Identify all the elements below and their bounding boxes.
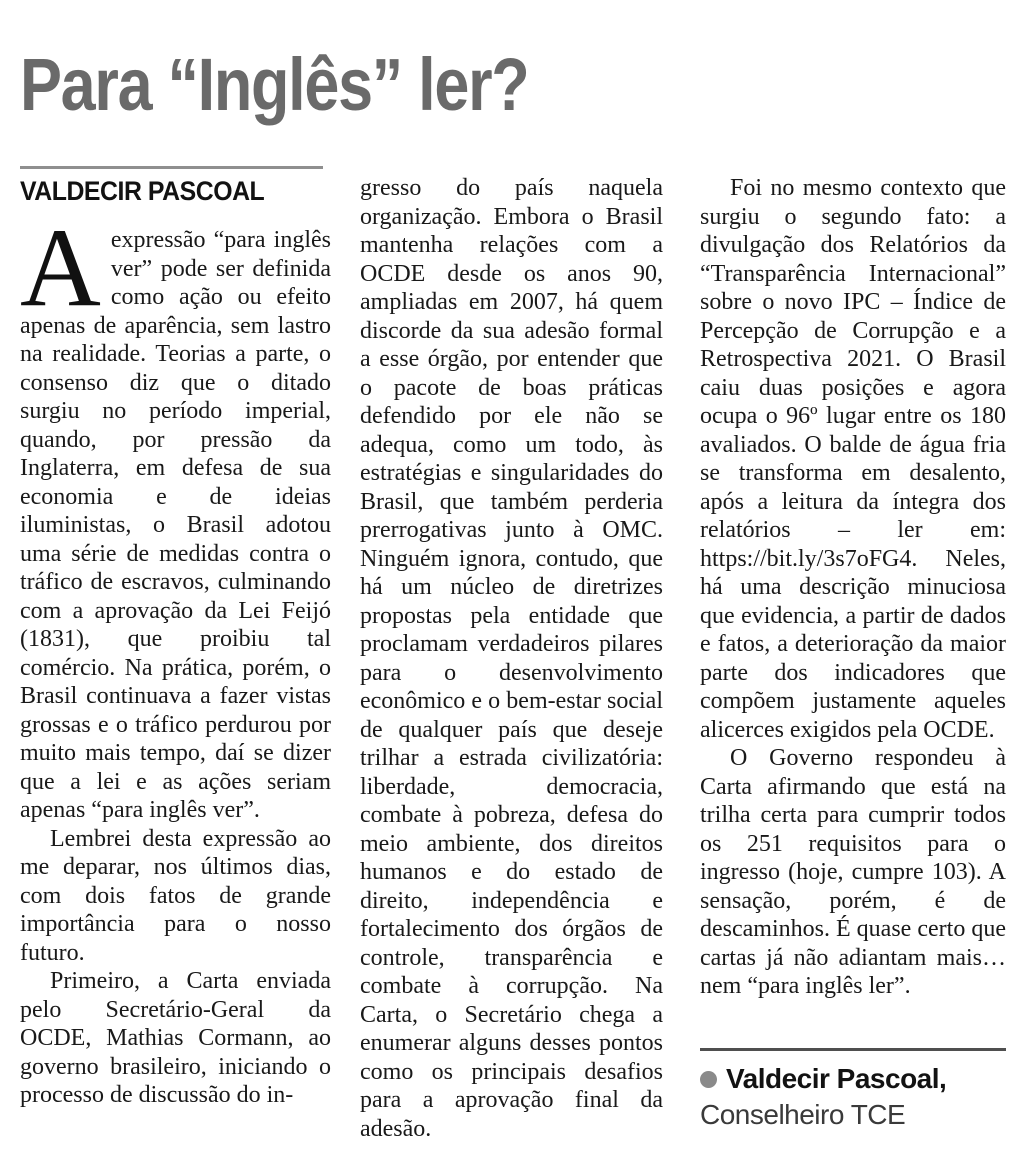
bullet-icon	[700, 1071, 717, 1088]
article-column-2	[360, 174, 663, 1151]
lead-paragraph-text: expressão “para inglês ver” pode ser definida como ação ou efeito apenas de aparência, sem lastro na realidade. Teorias a parte, o consenso diz que o ditado surgiu no período imperial, quando, por pressão da Inglaterra, em defesa de sua economia e de ideias iluministas, o Brasil adotou uma série de medidas contra o tráfico de escravos, culminando com a aprovação da Lei Feijó (1831), que proibiu tal comércio. Na prática, porém, o Brasil continuava a fazer vistas grossas e o tráfico perdurou por muito mais tempo, daí se dizer que a lei e as ações seriam apenas “para inglês ver”.	[20, 227, 331, 823]
paragraph: Lembrei desta expressão ao me deparar, nos últimos dias, com dois fatos de grande importância para o nosso futuro.	[20, 825, 331, 966]
signature-divider	[700, 1048, 1006, 1051]
paragraph: Primeiro, a Carta enviada pelo Secretário-Geral da OCDE, Mathias Cormann, ao governo brasileiro, iniciando o processo de discussão do in-	[20, 968, 331, 1108]
paragraph: gresso do país naquela organização. Embora o Brasil mantenha relações com a OCDE desde os anos 90, ampliadas em 2007, há quem discorde da sua adesão formal a esse órgão, por entender que o pacote de boas práticas defendido por ele não se adequa, como um todo, às estratégias e singularidades do Brasil, que também perderia prerrogativas junto à OMC. Ninguém ignora, contudo, que há um núcleo de diretrizes propostas pela entidade que proclamam verdadeiros pilares para o desenvolvimento econômico e o bem-estar social de qualquer país que deseje trilhar a estrada civilizatória: liberdade, democracia, combate à pobreza, defesa do meio ambiente, dos direitos humanos e do estado de direito, independência e fortalecimento dos órgãos de controle, transparência e combate à corrupção. Na Carta, o Secretário chega a enumerar alguns desses pontos como os principais desafios para a aprovação final da adesão.	[360, 175, 663, 1142]
paragraph: O Governo respondeu à Carta afirmando que está na trilha certa para cumprir todos os 251 requisitos para o ingresso (hoje, cumpre 103). A sensação, porém, é de descaminhos. É quase certo que cartas já não adiantam mais… nem “para inglês ler”.	[700, 745, 1006, 999]
article-title: Para “Inglês” ler?	[20, 43, 529, 126]
author-name: Valdecir Pascoal,	[726, 1063, 947, 1094]
drop-cap-letter: A	[20, 226, 101, 330]
author-signature-block	[700, 1048, 1006, 1131]
signature-name-row	[700, 1063, 1006, 1095]
lead-paragraph	[20, 226, 331, 825]
article-column-1	[20, 226, 331, 1151]
byline-author: VALDECIR PASCOAL	[20, 176, 265, 206]
paragraph: Foi no mesmo contexto que surgiu o segundo fato: a divulgação dos Relatórios da “Transparência Internacional” sobre o novo IPC – Índice de Percepção de Corrupção e a Retrospectiva 2021. O Brasil caiu duas posições e agora ocupa o 96º lugar entre os 180 avaliados. O balde de água fria se transforma em desalento, após a leitura da íntegra dos relatórios – ler em: https://bit.ly/3s7oFG4. Neles, há uma descrição minuciosa que evidencia, a partir de dados e fatos, a deterioração da maior parte dos indicadores que compõem justamente aqueles alicerces exigidos pela OCDE.	[700, 175, 1006, 743]
author-role: Conselheiro TCE	[700, 1099, 906, 1130]
byline-divider	[20, 166, 323, 169]
article-column-3	[700, 174, 1006, 1044]
